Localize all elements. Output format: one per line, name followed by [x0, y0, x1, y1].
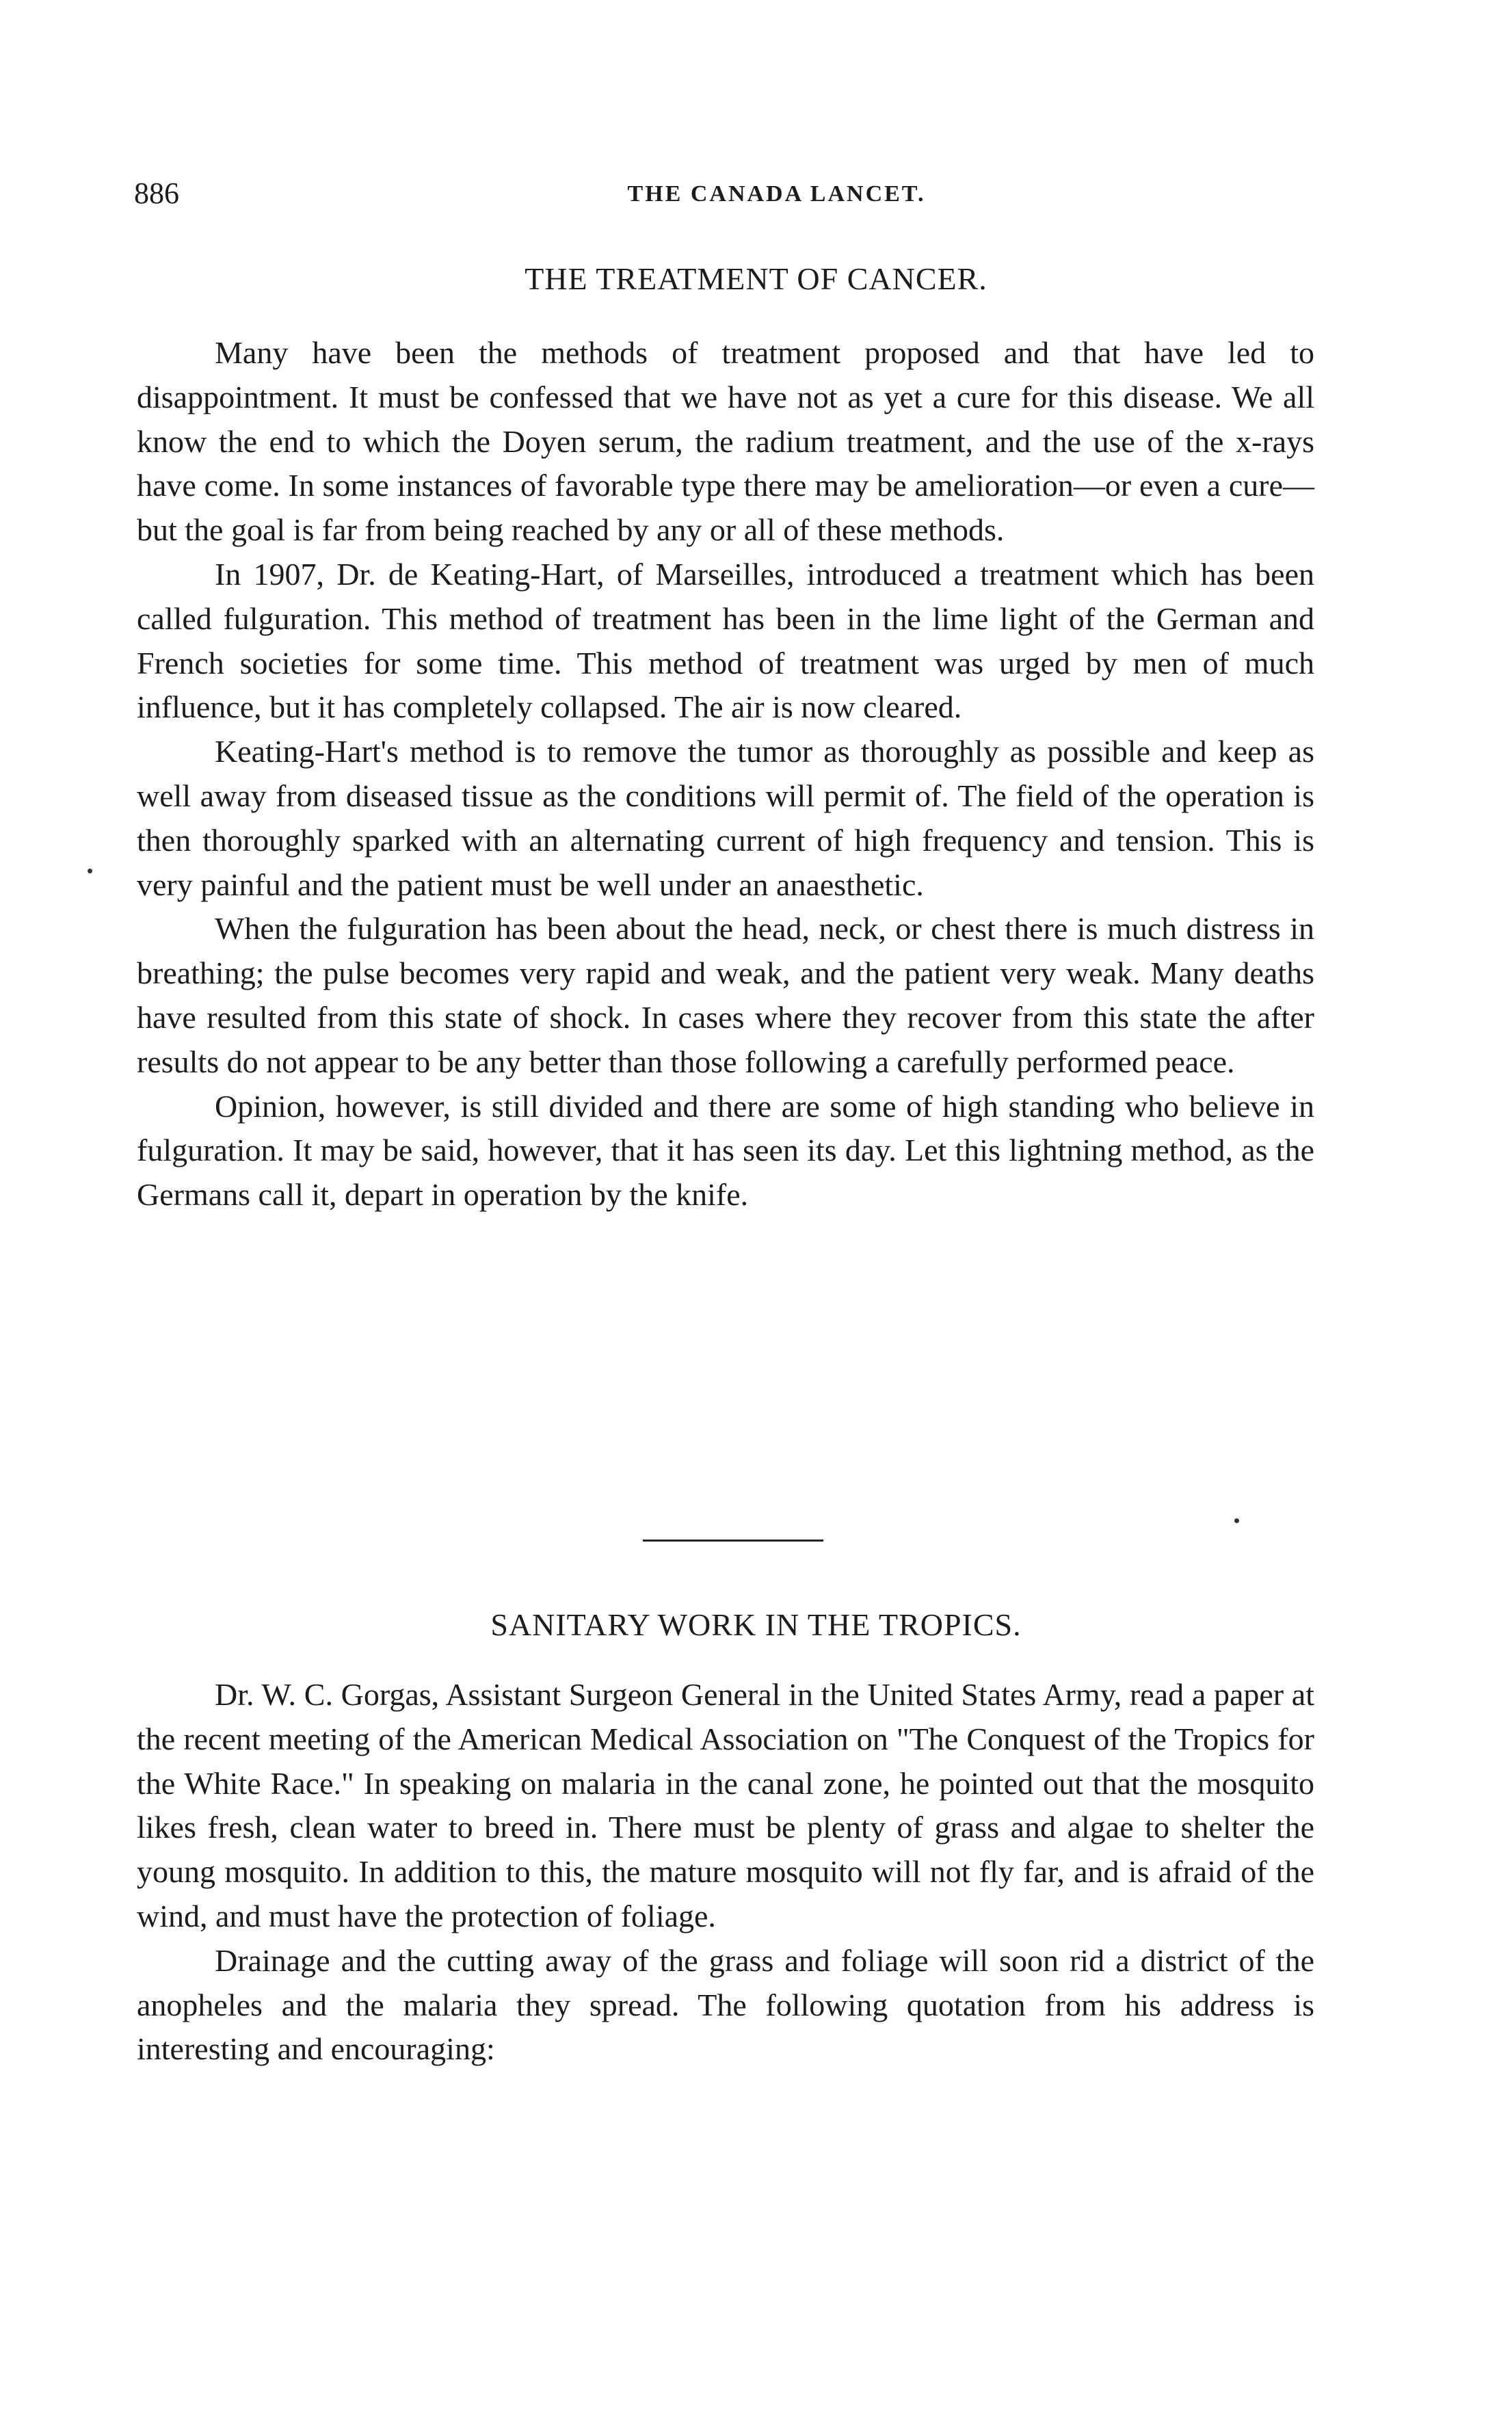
- article-title-tropics: SANITARY WORK IN THE TROPICS.: [490, 1607, 1022, 1642]
- article-body-tropics: [137, 1673, 1314, 2072]
- article-title-cancer: THE TREATMENT OF CANCER.: [525, 261, 987, 296]
- paragraph: Dr. W. C. Gorgas, Assistant Surgeon General in the United States Army, read a paper at the recent meeting of the American Medical Association on "The Conquest of the Tropics for the White Race." In speaking on malaria in the canal zone, he pointed out that the mosquito likes fresh, clean water to breed in. There must be plenty of grass and algae to shelter the young mosquito. In addition to this, the mature mosquito will not fly far, and is afraid of the wind, and must have the protection of foliage.: [137, 1677, 1314, 1933]
- print-speck: [1234, 1518, 1239, 1523]
- section-divider: [643, 1540, 823, 1542]
- paragraph: Drainage and the cutting away of the grass and foliage will soon rid a district of the anopheles and the malaria they spread. The following quotation from his address is interesting and encouraging:: [137, 1942, 1314, 2067]
- paragraph: Opinion, however, is still divided and there are some of high standing who believe in fulguration. It may be said, however, that it has seen its day. Let this lightning method, as the Germans call it, depart in operation by the knife.: [137, 1088, 1314, 1213]
- article-body-cancer: [137, 331, 1314, 1217]
- paragraph: In 1907, Dr. de Keating-Hart, of Marseilles, introduced a treatment which has been called fulguration. This method of treatment has been in the lime light of the German and French societies for some time. This method of treatment was urged by men of much influence, but it has completely collapsed. The air is now cleared.: [137, 556, 1314, 725]
- paragraph: When the fulguration has been about the head, neck, or chest there is much distress in breathing; the pulse becomes very rapid and weak, and the patient very weak. Many deaths have resulted from this state of shock. In cases where they recover from this state the after results do not appear to be any better than those following a carefully performed peace.: [137, 911, 1314, 1079]
- paragraph: Keating-Hart's method is to remove the tumor as thoroughly as possible and keep as well away from diseased tissue as the conditions will permit of. The field of the operation is then thoroughly sparked with an alternating current of high frequency and tension. This is very painful and the patient must be well under an anaesthetic.: [137, 734, 1314, 902]
- page-number: 886: [134, 176, 179, 210]
- paragraph: Many have been the methods of treatment proposed and that have led to disappointment. It must be confessed that we have not as yet a cure for this disease. We all know the end to which the Doyen serum, the radium treatment, and the use of the x-rays have come. In some instances of favorable type there may be amelioration—or even a cure—but the goal is far from being reached by any or all of these methods.: [137, 335, 1314, 548]
- print-speck: [88, 869, 92, 873]
- running-title: THE CANADA LANCET.: [627, 181, 926, 207]
